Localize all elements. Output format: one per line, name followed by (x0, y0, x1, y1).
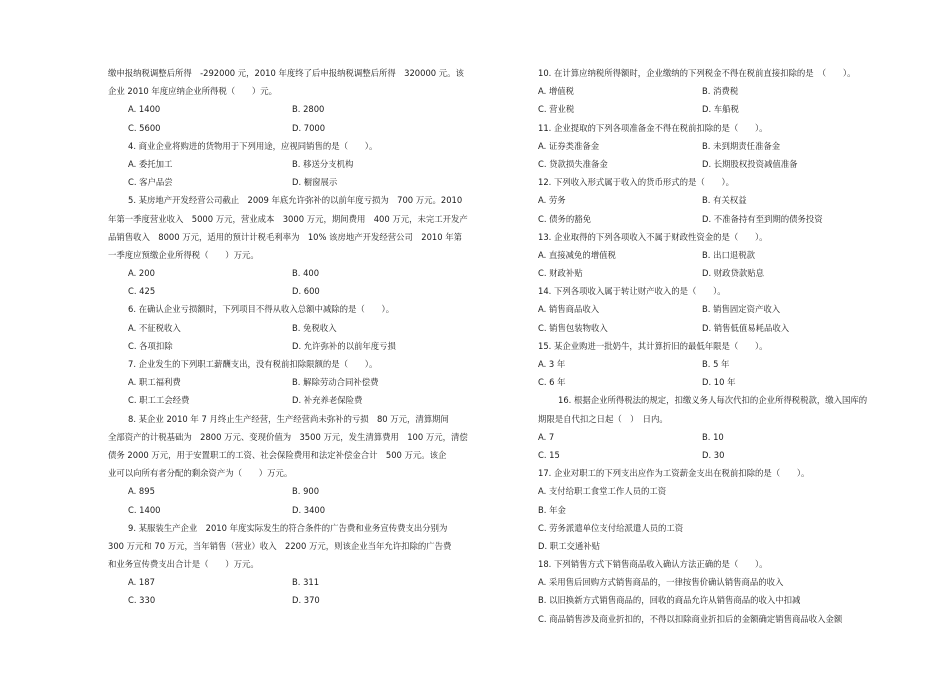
answer-option: A. 增值税 (538, 86, 575, 97)
answer-option: D. 长期股权投资减值准备 (702, 158, 798, 169)
answer-option: C. 330 (128, 595, 156, 606)
question-text-line: 15. 某企业购进一批奶牛，其计算折旧的最低年限是（ ）。 (538, 340, 768, 351)
answer-options-row (108, 119, 483, 137)
answer-option: A. 200 (128, 268, 155, 279)
answer-options-row (108, 391, 483, 409)
answer-option: A. 职工福利费 (128, 377, 181, 388)
answer-option: D. 补充养老保险费 (292, 395, 363, 406)
question-text-line: 13. 企业取得的下列各项收入不属于财政性资金的是（ ）。 (538, 231, 768, 242)
answer-option: B. 销售固定资产收入 (702, 304, 781, 315)
answer-option: C. 6 年 (538, 377, 566, 388)
answer-option: A. 劳务 (538, 195, 566, 206)
answer-options-row (108, 373, 483, 391)
answer-option: C. 债务的豁免 (538, 213, 592, 224)
answer-options-row (538, 373, 894, 391)
answer-option: D. 600 (292, 286, 320, 297)
question-text-line: 品销售收入 8000 万元，适用的预计计税毛利率为 10% 该房地产开发经营公司 2010 年第 (108, 231, 462, 242)
left-column (108, 64, 483, 610)
answer-option: B. 免税收入 (292, 322, 337, 333)
answer-options-row (108, 264, 483, 282)
answer-option: D. 7000 (292, 122, 326, 133)
question-text-line: 7. 企业发生的下列职工薪酬支出，没有税前扣除限额的是（ ）。 (128, 359, 378, 369)
answer-option: A. 委托加工 (128, 158, 173, 169)
answer-options-row (108, 100, 483, 118)
answer-option: B. 解除劳动合同补偿费 (292, 377, 379, 388)
answer-option: D. 10 年 (702, 377, 736, 388)
answer-options-row (108, 501, 483, 519)
answer-option: C. 职工工会经费 (128, 395, 190, 406)
answer-options-row (108, 573, 483, 591)
answer-option: D. 销售低值易耗品收入 (702, 322, 790, 333)
answer-option: A. 不征税收入 (128, 322, 181, 333)
answer-options-row (108, 591, 483, 609)
answer-option: C. 15 (538, 449, 560, 460)
question-text-line: 缴申报纳税调整后所得 -292000 元，2010 年度终了后申报纳税调整后所得 320000 元。该 (108, 68, 464, 78)
answer-option: D. 370 (292, 595, 320, 606)
answer-option: A. 证券类准备金 (538, 140, 600, 151)
question-text-line: 12. 下列收入形式属于收入的货币形式的是（ ）。 (538, 177, 735, 188)
answer-option: D. 不准备持有至到期的债务投资 (702, 213, 823, 224)
question-text-line: 企业 2010 年度应纳企业所得税（ ）元。 (108, 86, 278, 97)
answer-option: C. 1400 (128, 504, 161, 515)
answer-options-row (108, 282, 483, 300)
question-text-line: C. 商品销售涉及商业折扣的，不得以扣除商业折扣后的金额确定销售商品收入金额 (538, 613, 843, 624)
question-text-line: 14. 下列各项收入属于转让财产收入的是（ ）。 (538, 286, 726, 297)
answer-options-row (108, 337, 483, 355)
question-text-line: 5. 某房地产开发经营公司截止 2009 年底允许弥补的以前年度亏损为 700 万元。2010 (128, 195, 463, 206)
answer-options-row (538, 428, 894, 446)
answer-options-row (538, 246, 894, 264)
question-text-line: 18. 下列销售方式下销售商品收入确认方法正确的是（ ）。 (538, 559, 768, 570)
answer-option: B. 5 年 (702, 359, 730, 369)
question-text-line: D. 职工交通补贴 (538, 540, 601, 551)
answer-option: A. 直接减免的增值税 (538, 249, 616, 260)
answer-options-row (538, 100, 894, 118)
question-text-line: 300 万元和 70 万元，当年销售（营业）收入 2200 万元，则该企业当年允许扣除的广告费 (108, 540, 452, 551)
question-text-line: 17. 企业对职工的下列支出应作为工资薪金支出在税前扣除的是（ ）。 (538, 468, 810, 479)
answer-options-row (108, 319, 483, 337)
answer-option: C. 营业税 (538, 104, 575, 115)
answer-options-row (538, 264, 894, 282)
question-text-line: 年第一季度营业收入 5000 万元，营业成本 3000 万元，期间费用 400 万元，未完工开发产 (108, 213, 468, 224)
answer-option: B. 有关权益 (702, 195, 747, 206)
answer-option: D. 允许弥补的以前年度亏损 (292, 340, 396, 351)
question-text-line: 债务 2000 万元，用于安置职工的工资、社会保险费用和法定补偿金合计 500 万元。该企 (108, 449, 447, 460)
answer-option: D. 财政贷款贴息 (702, 268, 765, 279)
answer-option: B. 400 (292, 268, 320, 279)
question-text-line: 6. 在确认企业亏损额时，下列项目不得从收入总额中减除的是（ ）。 (128, 304, 395, 315)
question-text-line: 8. 某企业 2010 年 7 月终止生产经营，生产经营尚未弥补的亏损 80 万元，清算期间 (128, 413, 449, 424)
answer-option: D. 橱窗展示 (292, 177, 338, 188)
answer-option: A. 1400 (128, 104, 161, 115)
question-text-line: 和业务宣传费支出合计是（ ）万元。 (108, 559, 259, 570)
question-text-line: 9. 某服装生产企业 2010 年度实际发生的符合条件的广告费和业务宣传费支出分别为 (128, 522, 448, 533)
answer-option: B. 900 (292, 486, 320, 497)
answer-options-row (538, 191, 894, 209)
answer-option: A. 销售商品收入 (538, 304, 600, 315)
answer-option: C. 财政补贴 (538, 268, 583, 279)
answer-options-row (538, 446, 894, 464)
answer-options-row (108, 173, 483, 191)
question-text-line: 全部资产的计税基础为 2800 万元、变现价值为 3500 万元，发生清算费用 100 万元，清偿 (108, 431, 468, 442)
answer-option: B. 2800 (292, 104, 325, 115)
answer-option: C. 客户品尝 (128, 177, 173, 188)
answer-option: D. 30 (702, 449, 725, 460)
answer-option: D. 车船税 (702, 104, 739, 115)
answer-options-row (538, 137, 894, 155)
answer-options-row (538, 82, 894, 100)
question-text-line: B. 年金 (538, 504, 566, 515)
answer-options-row (108, 482, 483, 500)
answer-option: B. 未到期责任准备金 (702, 140, 781, 151)
answer-options-row (538, 210, 894, 228)
question-text-line: 一季度应预缴企业所得税（ ）万元。 (108, 249, 259, 260)
question-text-line: 期限是自代扣之日起（ ） 日内。 (538, 413, 668, 424)
answer-option: B. 消费税 (702, 86, 739, 97)
answer-option: C. 各项扣除 (128, 340, 173, 351)
answer-options-row (538, 300, 894, 318)
answer-option: C. 销售包装物收入 (538, 322, 608, 333)
question-text-line: 4. 商业企业将购进的货物用于下列用途，应视同销售的是（ ）。 (128, 140, 378, 151)
question-text-line: A. 采用售后回购方式销售商品的，一律按售价确认销售商品的收入 (538, 577, 784, 588)
question-text-line: B. 以旧换新方式销售商品的，回收的商品允许从销售商品的收入中扣减 (538, 595, 801, 606)
answer-options-row (108, 155, 483, 173)
answer-option: C. 贷款损失准备金 (538, 158, 608, 169)
answer-options-row (538, 319, 894, 337)
answer-option: C. 425 (128, 286, 156, 297)
answer-options-row (538, 155, 894, 173)
question-text-line: A. 支付给职工食堂工作人员的工资 (538, 486, 667, 497)
question-text-line: 16. 根据企业所得税法的规定，扣缴义务人每次代扣的企业所得税税款，缴入国库的 (558, 395, 868, 406)
answer-option: A. 187 (128, 577, 155, 588)
answer-option: C. 5600 (128, 122, 161, 133)
answer-option: B. 移送分支机构 (292, 158, 354, 169)
answer-option: A. 3 年 (538, 359, 566, 369)
question-text-line: 11. 企业提取的下列各项准备金不得在税前扣除的是（ ）。 (538, 122, 768, 133)
answer-option: B. 311 (292, 577, 320, 588)
answer-option: D. 3400 (292, 504, 326, 515)
right-column (538, 64, 894, 628)
answer-options-row (538, 355, 894, 373)
answer-option: A. 7 (538, 431, 555, 442)
answer-option: B. 10 (702, 431, 724, 442)
question-text-line: 业可以向所有者分配的剩余资产为（ ）万元。 (108, 468, 293, 479)
answer-option: B. 出口退税款 (702, 249, 755, 260)
answer-option: A. 895 (128, 486, 155, 497)
question-text-line: C. 劳务派遣单位支付给派遣人员的工资 (538, 522, 684, 533)
question-text-line: 10. 在计算应纳税所得额时，企业缴纳的下列税金不得在税前直接扣除的是 （ ）。 (538, 68, 856, 78)
